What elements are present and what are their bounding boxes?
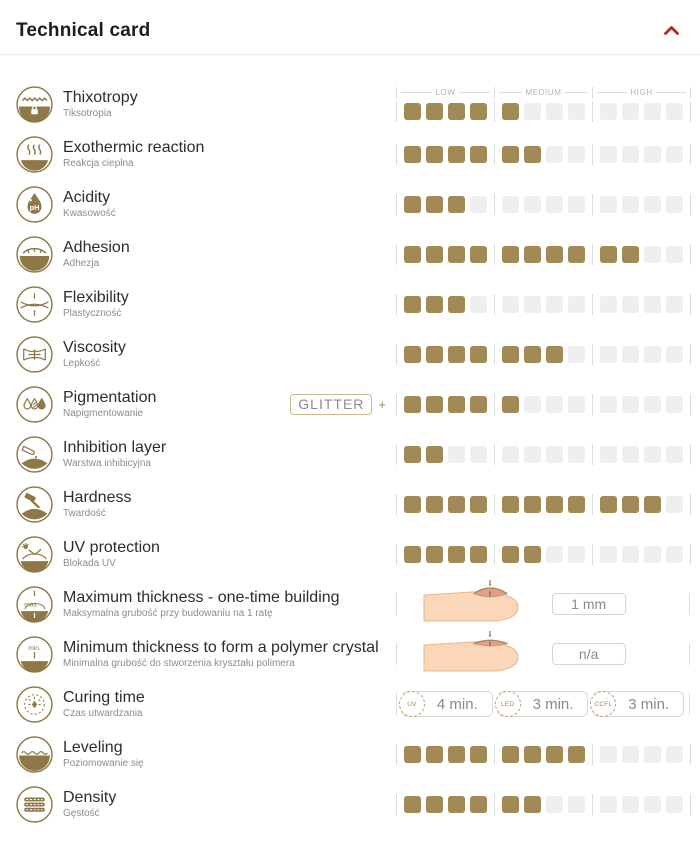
rating-group bbox=[396, 494, 494, 515]
ccfl-lamp-icon: CCFL bbox=[590, 691, 616, 717]
rating-bar bbox=[396, 244, 691, 265]
rating-square-empty bbox=[622, 446, 639, 463]
inhibition-layer-icon bbox=[16, 436, 53, 473]
rating-bar bbox=[396, 101, 691, 122]
property-label: Exothermic reaction bbox=[63, 139, 205, 156]
rating-square-filled bbox=[404, 546, 421, 563]
rating-square-filled bbox=[502, 246, 519, 263]
rating-square-empty bbox=[546, 146, 563, 163]
rating-square-empty bbox=[666, 246, 683, 263]
rating-square-empty bbox=[666, 146, 683, 163]
rating-square-empty bbox=[524, 446, 541, 463]
finger-thickness-illustration bbox=[422, 630, 526, 679]
rating-square-empty bbox=[644, 196, 661, 213]
row-acidity bbox=[16, 179, 690, 229]
rating-group bbox=[494, 101, 592, 122]
rating-square-filled bbox=[404, 796, 421, 813]
rating-group bbox=[396, 344, 494, 365]
property-sublabel: Napigmentowanie bbox=[63, 408, 144, 419]
row-curing-time bbox=[16, 679, 690, 729]
rating-square-filled bbox=[546, 746, 563, 763]
rating-bar bbox=[396, 144, 691, 165]
property-label: Acidity bbox=[63, 189, 111, 206]
property-sublabel: Tiksotropia bbox=[63, 108, 112, 119]
rating-square-filled bbox=[502, 746, 519, 763]
collapse-button[interactable] bbox=[659, 22, 684, 41]
rating-square-empty bbox=[622, 546, 639, 563]
minimum-thickness-icon bbox=[16, 636, 53, 673]
rating-square-empty bbox=[524, 196, 541, 213]
rating-group bbox=[592, 394, 690, 415]
rating-square-filled bbox=[502, 796, 519, 813]
rating-square-empty bbox=[666, 546, 683, 563]
property-label: Curing time bbox=[63, 689, 145, 706]
rating-square-filled bbox=[524, 546, 541, 563]
rating-square-empty bbox=[644, 796, 661, 813]
rating-square-empty bbox=[524, 103, 541, 120]
rating-group bbox=[592, 101, 690, 122]
row-exothermic-reaction bbox=[16, 129, 690, 179]
row-viscosity bbox=[16, 329, 690, 379]
rating-square-filled bbox=[600, 246, 617, 263]
rating-square-filled bbox=[404, 396, 421, 413]
rating-square-filled bbox=[470, 546, 487, 563]
row-pigmentation bbox=[16, 379, 690, 429]
curing-time-value: 3 min. bbox=[532, 695, 574, 713]
rating-square-filled bbox=[426, 296, 443, 313]
separator-line bbox=[689, 643, 690, 665]
rating-square-filled bbox=[426, 146, 443, 163]
row-thixotropy bbox=[16, 79, 690, 129]
rating-square-filled bbox=[404, 496, 421, 513]
rating-group bbox=[396, 794, 494, 815]
property-label: Density bbox=[63, 789, 117, 806]
rating-square-empty bbox=[600, 346, 617, 363]
curing-time-value: 3 min. bbox=[628, 695, 670, 713]
svg-text:pH: pH bbox=[29, 202, 40, 212]
rating-group bbox=[592, 794, 690, 815]
glitter-badge: GLITTER bbox=[290, 394, 372, 415]
rating-square-empty bbox=[644, 246, 661, 263]
rating-square-empty bbox=[502, 446, 519, 463]
viscosity-icon bbox=[16, 336, 53, 373]
rating-group bbox=[494, 144, 592, 165]
svg-text:min.: min. bbox=[28, 644, 41, 652]
rating-group bbox=[396, 244, 494, 265]
rating-bar bbox=[396, 444, 691, 465]
rating-square-filled bbox=[546, 496, 563, 513]
rating-square-filled bbox=[404, 346, 421, 363]
hardness-icon bbox=[16, 486, 53, 523]
rating-square-empty bbox=[568, 546, 585, 563]
rating-square-filled bbox=[568, 746, 585, 763]
rating-square-empty bbox=[600, 446, 617, 463]
rating-square-empty bbox=[644, 446, 661, 463]
rating-bar bbox=[396, 794, 691, 815]
rating-square-filled bbox=[404, 296, 421, 313]
rating-square-filled bbox=[470, 246, 487, 263]
rating-square-empty bbox=[546, 446, 563, 463]
rating-square-filled bbox=[404, 446, 421, 463]
rating-square-filled bbox=[568, 496, 585, 513]
rating-square-empty bbox=[644, 396, 661, 413]
curing-time-ccfl bbox=[593, 691, 684, 717]
rating-group bbox=[494, 344, 592, 365]
finger-thickness-illustration bbox=[422, 580, 526, 629]
rating-group bbox=[396, 544, 494, 565]
rating-group bbox=[592, 144, 690, 165]
rating-square-filled bbox=[524, 346, 541, 363]
rating-square-empty bbox=[524, 396, 541, 413]
rating-square-empty bbox=[644, 746, 661, 763]
rating-square-filled bbox=[622, 246, 639, 263]
rating-square-empty bbox=[568, 103, 585, 120]
rating-square-filled bbox=[470, 746, 487, 763]
scale-medium-label: MEDIUM bbox=[494, 87, 592, 98]
property-sublabel: Poziomowanie się bbox=[63, 758, 144, 769]
property-sublabel: Gęstość bbox=[63, 808, 100, 819]
rating-square-filled bbox=[502, 546, 519, 563]
rating-square-empty bbox=[568, 146, 585, 163]
rating-square-empty bbox=[600, 196, 617, 213]
rating-group bbox=[396, 101, 494, 122]
row-density bbox=[16, 779, 690, 829]
rating-square-filled bbox=[404, 196, 421, 213]
rating-square-filled bbox=[448, 346, 465, 363]
rating-square-empty bbox=[666, 396, 683, 413]
property-label: Pigmentation bbox=[63, 389, 157, 406]
rating-square-filled bbox=[546, 246, 563, 263]
rating-square-empty bbox=[666, 496, 683, 513]
rating-scale-header bbox=[396, 87, 691, 98]
rating-square-filled bbox=[426, 346, 443, 363]
svg-text:max.: max. bbox=[24, 601, 39, 609]
property-label: Maximum thickness - one-time building bbox=[63, 589, 340, 606]
rating-square-empty bbox=[644, 146, 661, 163]
rating-group bbox=[592, 544, 690, 565]
rating-square-empty bbox=[546, 103, 563, 120]
rating-square-empty bbox=[600, 146, 617, 163]
property-label: UV protection bbox=[63, 539, 160, 556]
rating-square-empty bbox=[644, 103, 661, 120]
property-sublabel: Minimalna grubość do stworzenia kryształu polimera bbox=[63, 658, 295, 669]
rating-square-empty bbox=[546, 196, 563, 213]
rating-group bbox=[494, 544, 592, 565]
rating-square-filled bbox=[448, 396, 465, 413]
rating-square-empty bbox=[546, 296, 563, 313]
rating-square-empty bbox=[666, 196, 683, 213]
rating-square-filled bbox=[448, 103, 465, 120]
rating-square-filled bbox=[502, 103, 519, 120]
rating-square-empty bbox=[600, 103, 617, 120]
rating-square-filled bbox=[448, 496, 465, 513]
rating-square-empty bbox=[546, 796, 563, 813]
rating-square-empty bbox=[622, 346, 639, 363]
row-flexibility bbox=[16, 279, 690, 329]
rating-square-filled bbox=[426, 546, 443, 563]
rating-square-empty bbox=[546, 396, 563, 413]
rating-group bbox=[592, 444, 690, 465]
property-sublabel: Czas utwardzania bbox=[63, 708, 143, 719]
rating-group bbox=[592, 294, 690, 315]
rating-bar bbox=[396, 344, 691, 365]
curing-time-value: 4 min. bbox=[436, 695, 478, 713]
rating-group bbox=[396, 444, 494, 465]
property-sublabel: Maksymalna grubość przy budowaniu na 1 ratę bbox=[63, 608, 273, 619]
rating-square-empty bbox=[568, 196, 585, 213]
rating-square-filled bbox=[470, 496, 487, 513]
property-label: Thixotropy bbox=[63, 89, 138, 106]
rating-square-filled bbox=[404, 246, 421, 263]
property-label: Adhesion bbox=[63, 239, 130, 256]
rating-square-filled bbox=[524, 796, 541, 813]
rating-square-empty bbox=[622, 196, 639, 213]
rating-square-empty bbox=[600, 746, 617, 763]
rating-square-filled bbox=[470, 103, 487, 120]
rating-square-filled bbox=[404, 746, 421, 763]
rating-square-empty bbox=[524, 296, 541, 313]
property-sublabel: Reakcja cieplna bbox=[63, 158, 134, 169]
density-icon bbox=[16, 786, 53, 823]
rating-square-empty bbox=[666, 296, 683, 313]
rating-square-empty bbox=[666, 103, 683, 120]
rating-group bbox=[494, 244, 592, 265]
property-sublabel: Lepkość bbox=[63, 358, 101, 369]
rating-square-empty bbox=[470, 446, 487, 463]
rating-group bbox=[592, 244, 690, 265]
rating-square-filled bbox=[470, 396, 487, 413]
rating-square-filled bbox=[448, 296, 465, 313]
rating-group bbox=[494, 194, 592, 215]
properties-list bbox=[0, 55, 700, 837]
separator-line bbox=[396, 593, 397, 615]
card-header bbox=[0, 0, 700, 55]
rating-square-filled bbox=[448, 546, 465, 563]
rating-square-filled bbox=[404, 146, 421, 163]
rating-square-filled bbox=[502, 396, 519, 413]
rating-group bbox=[494, 794, 592, 815]
rating-square-empty bbox=[568, 296, 585, 313]
property-sublabel: Kwasowość bbox=[63, 208, 116, 219]
rating-square-filled bbox=[426, 446, 443, 463]
property-sublabel: Twardość bbox=[63, 508, 106, 519]
curing-time-icon bbox=[16, 686, 53, 723]
property-label: Inhibition layer bbox=[63, 439, 167, 456]
page-title: Technical card bbox=[16, 20, 151, 41]
rating-square-filled bbox=[644, 496, 661, 513]
rating-group bbox=[494, 394, 592, 415]
property-sublabel: Adhezja bbox=[63, 258, 100, 269]
rating-square-filled bbox=[448, 796, 465, 813]
rating-square-filled bbox=[426, 746, 443, 763]
rating-square-empty bbox=[622, 103, 639, 120]
rating-square-empty bbox=[546, 546, 563, 563]
rating-square-empty bbox=[568, 346, 585, 363]
rating-square-filled bbox=[426, 196, 443, 213]
rating-bar bbox=[396, 394, 691, 415]
rating-square-empty bbox=[600, 796, 617, 813]
rating-square-filled bbox=[470, 346, 487, 363]
rating-square-empty bbox=[448, 446, 465, 463]
thixotropy-icon bbox=[16, 86, 53, 123]
rating-square-empty bbox=[644, 546, 661, 563]
property-sublabel: Plastyczność bbox=[63, 308, 122, 319]
plus-sign: + bbox=[378, 396, 386, 412]
rating-square-filled bbox=[524, 146, 541, 163]
rating-square-empty bbox=[568, 396, 585, 413]
rating-square-filled bbox=[524, 746, 541, 763]
rating-group bbox=[396, 194, 494, 215]
rating-square-empty bbox=[666, 446, 683, 463]
rating-square-filled bbox=[426, 796, 443, 813]
chevron-up-icon bbox=[663, 24, 680, 39]
rating-square-empty bbox=[470, 296, 487, 313]
rating-square-empty bbox=[568, 796, 585, 813]
rating-square-empty bbox=[568, 446, 585, 463]
row-uv-protection bbox=[16, 529, 690, 579]
rating-group bbox=[396, 144, 494, 165]
rating-square-filled bbox=[448, 246, 465, 263]
rating-square-filled bbox=[568, 246, 585, 263]
rating-square-empty bbox=[644, 296, 661, 313]
rating-square-empty bbox=[622, 796, 639, 813]
scale-low-label: LOW bbox=[396, 87, 494, 98]
adhesion-icon bbox=[16, 236, 53, 273]
property-sublabel: Warstwa inhibicyjna bbox=[63, 458, 151, 469]
separator-line bbox=[396, 693, 397, 715]
rating-group bbox=[494, 294, 592, 315]
row-adhesion bbox=[16, 229, 690, 279]
rating-square-empty bbox=[622, 296, 639, 313]
rating-group bbox=[494, 494, 592, 515]
rating-square-empty bbox=[622, 746, 639, 763]
property-label: Hardness bbox=[63, 489, 132, 506]
rating-square-filled bbox=[426, 396, 443, 413]
rating-square-filled bbox=[502, 146, 519, 163]
rating-square-empty bbox=[644, 346, 661, 363]
separator-line bbox=[689, 593, 690, 615]
exothermic-reaction-icon bbox=[16, 136, 53, 173]
rating-group bbox=[396, 394, 494, 415]
rating-group bbox=[494, 444, 592, 465]
thickness-value-box: 1 mm bbox=[552, 593, 626, 615]
rating-square-filled bbox=[448, 146, 465, 163]
rating-group bbox=[592, 344, 690, 365]
property-sublabel: Blokada UV bbox=[63, 558, 116, 569]
maximum-thickness-icon bbox=[16, 586, 53, 623]
separator-line bbox=[396, 643, 397, 665]
uv-protection-icon bbox=[16, 536, 53, 573]
rating-bar bbox=[396, 194, 691, 215]
flexibility-icon bbox=[16, 286, 53, 323]
rating-square-empty bbox=[666, 346, 683, 363]
rating-group bbox=[396, 294, 494, 315]
property-label: Viscosity bbox=[63, 339, 126, 356]
pigmentation-extra bbox=[290, 394, 392, 415]
property-label: Flexibility bbox=[63, 289, 129, 306]
rating-group bbox=[592, 494, 690, 515]
leveling-icon bbox=[16, 736, 53, 773]
rating-square-filled bbox=[404, 103, 421, 120]
rating-square-filled bbox=[622, 496, 639, 513]
rating-square-empty bbox=[470, 196, 487, 213]
curing-time-led bbox=[498, 691, 589, 717]
rating-square-empty bbox=[600, 546, 617, 563]
rating-square-empty bbox=[502, 196, 519, 213]
property-label: Leveling bbox=[63, 739, 123, 756]
rating-group bbox=[396, 744, 494, 765]
rating-square-empty bbox=[622, 146, 639, 163]
rating-group bbox=[592, 744, 690, 765]
rating-square-filled bbox=[546, 346, 563, 363]
row-minimum-thickness bbox=[16, 629, 690, 679]
uv-lamp-icon: UV bbox=[399, 691, 425, 717]
pigmentation-icon bbox=[16, 386, 53, 423]
rating-square-filled bbox=[426, 246, 443, 263]
rating-square-empty bbox=[600, 296, 617, 313]
curing-time-uv bbox=[402, 691, 493, 717]
rating-square-filled bbox=[600, 496, 617, 513]
rating-square-filled bbox=[470, 796, 487, 813]
row-maximum-thickness bbox=[16, 579, 690, 629]
thickness-value-box: n/a bbox=[552, 643, 626, 665]
rating-square-filled bbox=[426, 103, 443, 120]
rating-square-filled bbox=[448, 746, 465, 763]
rating-square-empty bbox=[622, 396, 639, 413]
rating-square-filled bbox=[426, 496, 443, 513]
rating-square-filled bbox=[524, 246, 541, 263]
rating-bar bbox=[396, 494, 691, 515]
rating-square-filled bbox=[502, 346, 519, 363]
rating-bar bbox=[396, 744, 691, 765]
rating-square-filled bbox=[524, 496, 541, 513]
rating-square-filled bbox=[448, 196, 465, 213]
acidity-icon bbox=[16, 186, 53, 223]
scale-high-label: HIGH bbox=[592, 87, 690, 98]
rating-bar bbox=[396, 544, 691, 565]
rating-group bbox=[592, 194, 690, 215]
rating-group bbox=[494, 744, 592, 765]
row-hardness bbox=[16, 479, 690, 529]
row-inhibition-layer bbox=[16, 429, 690, 479]
rating-square-empty bbox=[502, 296, 519, 313]
row-leveling bbox=[16, 729, 690, 779]
rating-square-filled bbox=[470, 146, 487, 163]
led-lamp-icon: LED bbox=[495, 691, 521, 717]
rating-square-empty bbox=[666, 746, 683, 763]
rating-square-filled bbox=[502, 496, 519, 513]
rating-square-empty bbox=[600, 396, 617, 413]
property-label: Minimum thickness to form a polymer crystal bbox=[63, 639, 379, 656]
rating-square-empty bbox=[666, 796, 683, 813]
rating-bar bbox=[396, 294, 691, 315]
separator-line bbox=[689, 693, 690, 715]
